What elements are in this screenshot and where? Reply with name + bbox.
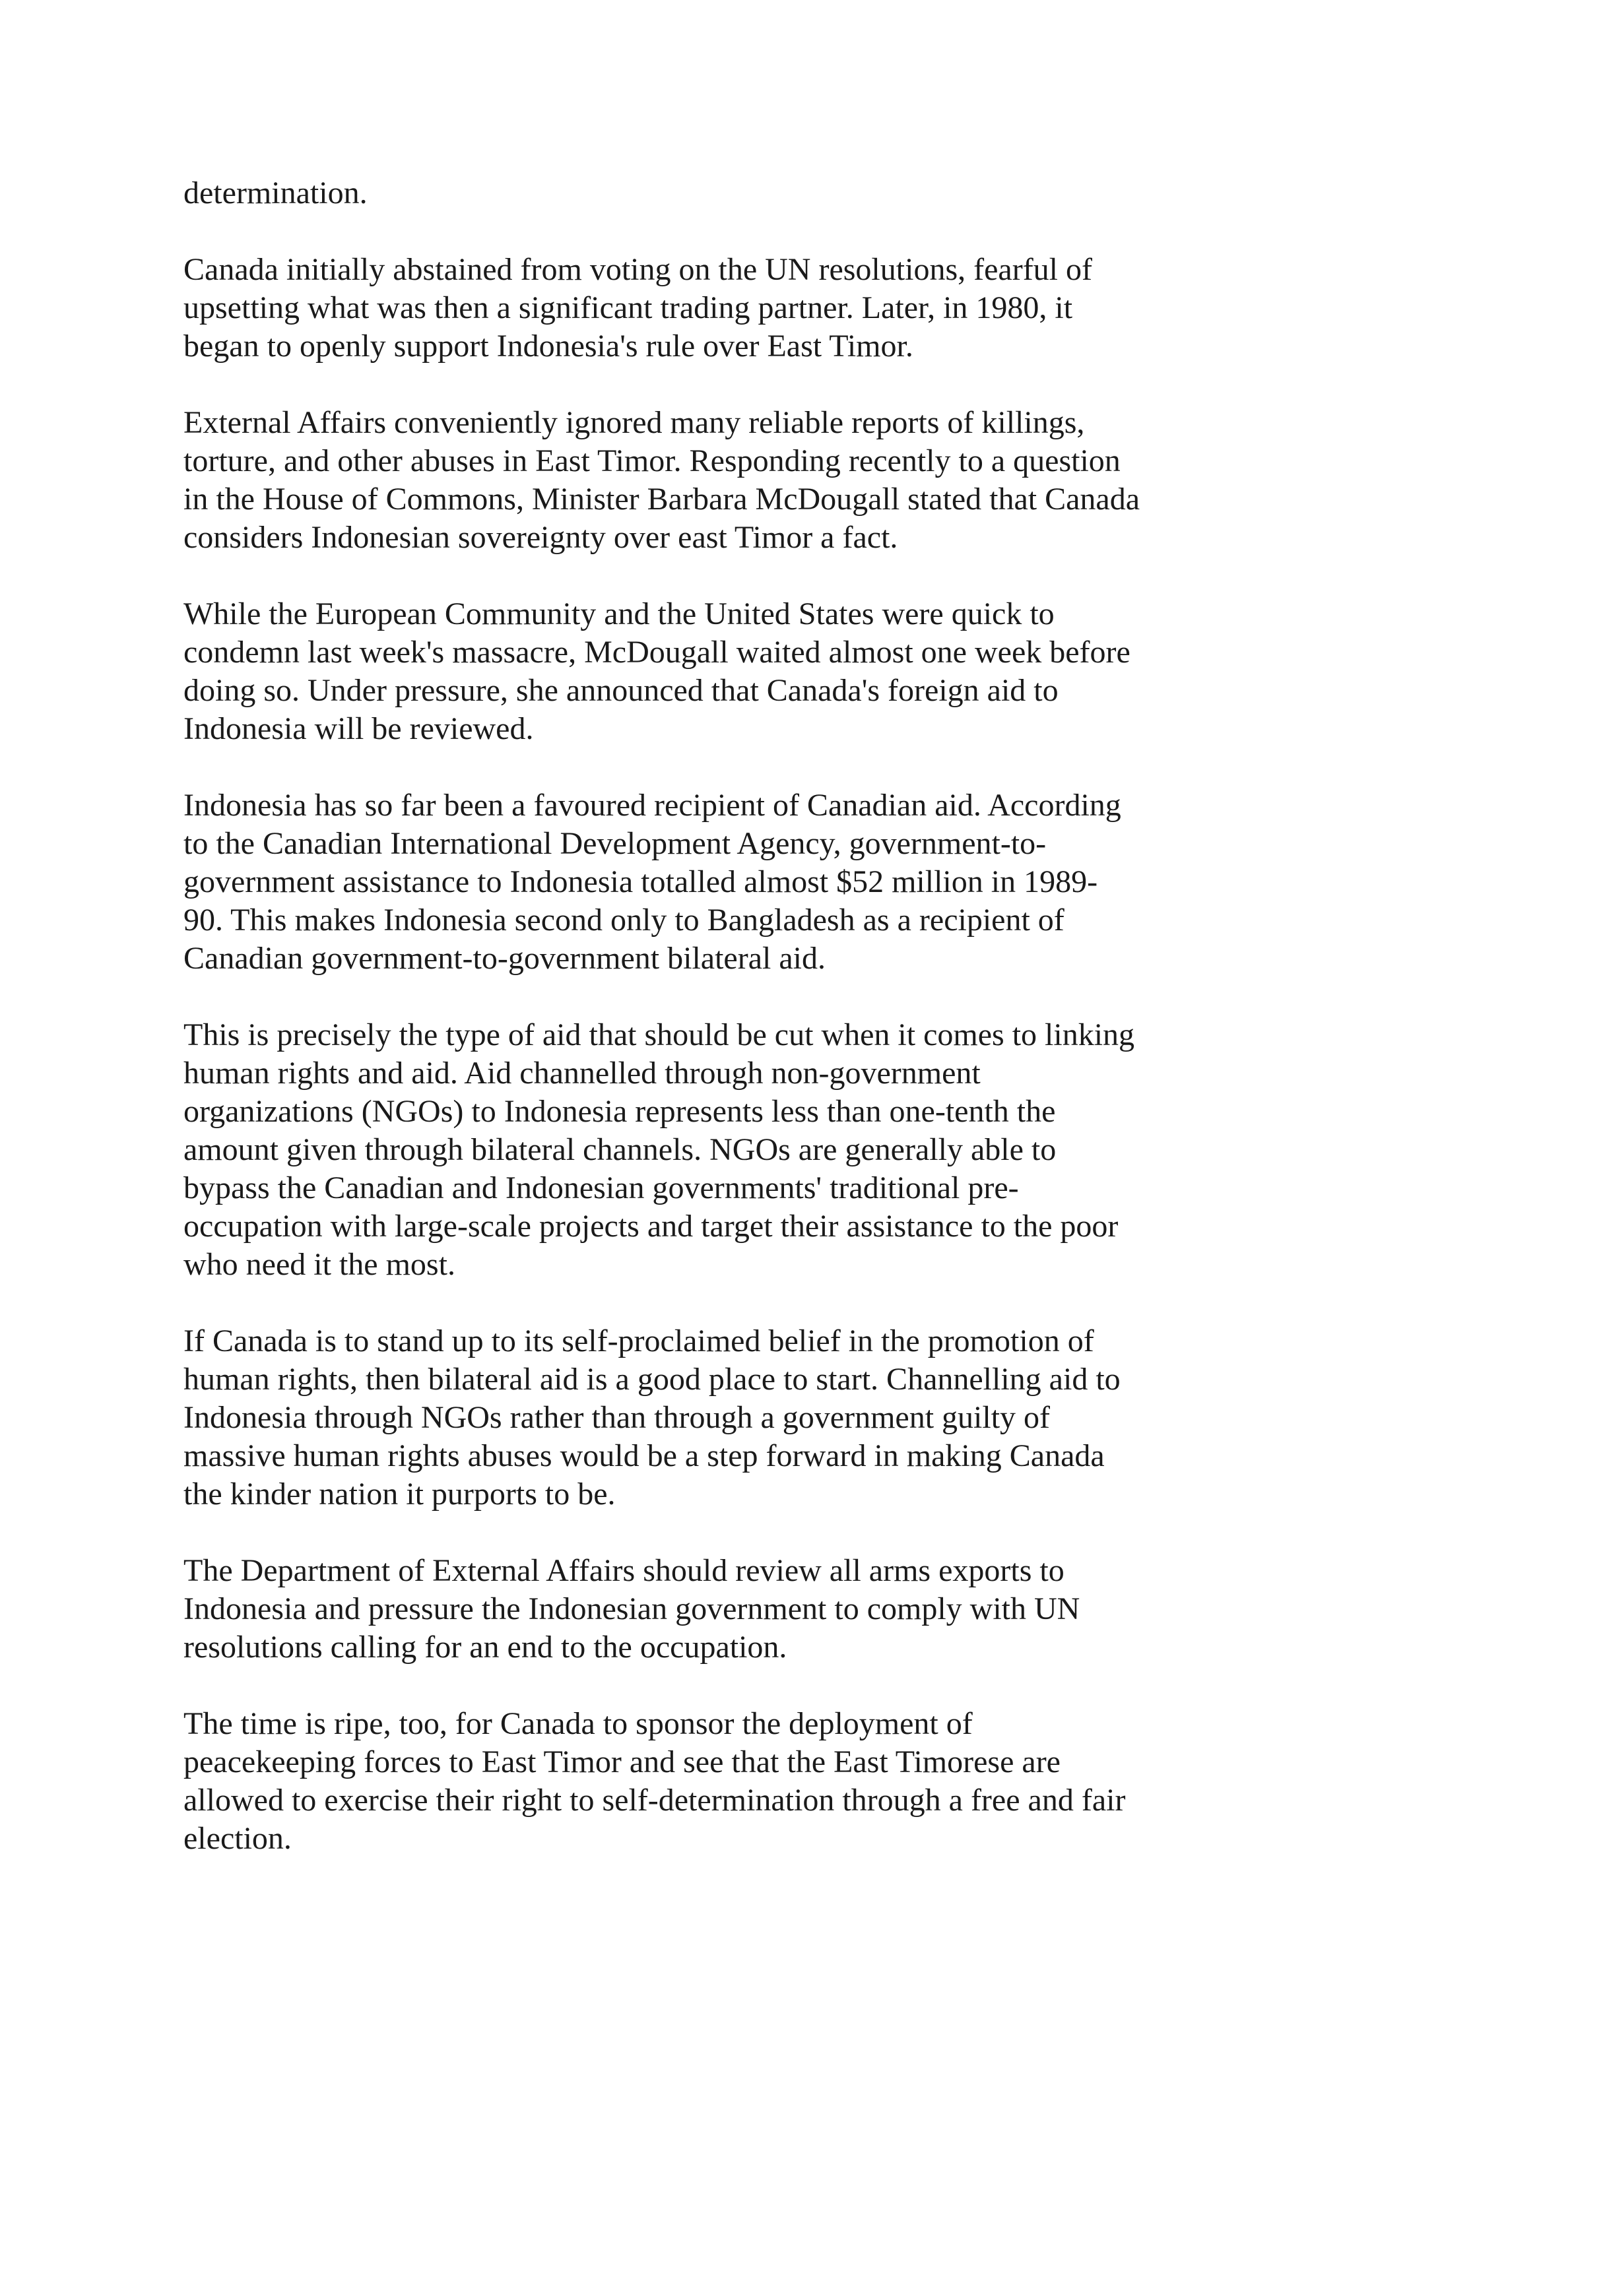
text-line: torture, and other abuses in East Timor. Responding recently to a question	[183, 443, 1121, 478]
text-line: External Affairs conveniently ignored many reliable reports of killings,	[183, 405, 1085, 440]
text-line: The time is ripe, too, for Canada to sponsor the deployment of	[183, 1706, 973, 1741]
text-line: Indonesia and pressure the Indonesian government to comply with UN	[183, 1591, 1080, 1626]
text-line: considers Indonesian sovereignty over east Timor a fact.	[183, 520, 898, 555]
paragraph-1	[183, 174, 1239, 212]
text-line: 90. This makes Indonesia second only to Bangladesh as a recipient of	[183, 903, 1065, 938]
paragraph-8	[183, 1552, 1239, 1667]
text-line: Canadian government-to-government bilateral aid.	[183, 941, 826, 976]
text-line: government assistance to Indonesia totalled almost $52 million in 1989-	[183, 864, 1098, 899]
text-line: human rights and aid. Aid channelled through non-government	[183, 1056, 981, 1091]
text-line: Indonesia will be reviewed.	[183, 711, 534, 746]
text-line: who need it the most.	[183, 1247, 455, 1282]
text-line: election.	[183, 1821, 292, 1856]
text-line: While the European Community and the United States were quick to	[183, 596, 1055, 631]
text-line: determination.	[183, 175, 368, 210]
paragraph-6	[183, 1016, 1239, 1284]
text-line: in the House of Commons, Minister Barbara McDougall stated that Canada	[183, 482, 1140, 517]
text-line: doing so. Under pressure, she announced that Canada's foreign aid to	[183, 673, 1059, 708]
text-line: amount given through bilateral channels. NGOs are generally able to	[183, 1132, 1057, 1167]
text-line: bypass the Canadian and Indonesian governments' traditional pre-	[183, 1170, 1019, 1205]
text-line: organizations (NGOs) to Indonesia represents less than one-tenth the	[183, 1094, 1056, 1129]
text-line: upsetting what was then a significant trading partner. Later, in 1980, it	[183, 290, 1073, 325]
text-line: allowed to exercise their right to self-determination through a free and fair	[183, 1783, 1126, 1818]
text-line: Canada initially abstained from voting on the UN resolutions, fearful of	[183, 252, 1092, 287]
paragraph-3	[183, 404, 1239, 557]
paragraph-9	[183, 1705, 1239, 1858]
text-line: The Department of External Affairs should review all arms exports to	[183, 1553, 1065, 1588]
text-line: Indonesia through NGOs rather than through a government guilty of	[183, 1400, 1051, 1435]
text-line: This is precisely the type of aid that should be cut when it comes to linking	[183, 1017, 1135, 1052]
paragraph-2	[183, 251, 1239, 366]
text-line: to the Canadian International Development Agency, government-to-	[183, 826, 1047, 861]
text-line: massive human rights abuses would be a step forward in making Canada	[183, 1438, 1105, 1473]
paragraph-7	[183, 1322, 1239, 1514]
text-line: Indonesia has so far been a favoured recipient of Canadian aid. According	[183, 788, 1121, 823]
text-line: condemn last week's massacre, McDougall waited almost one week before	[183, 635, 1130, 670]
text-line: human rights, then bilateral aid is a good place to start. Channelling aid to	[183, 1362, 1121, 1397]
paragraph-5	[183, 786, 1239, 978]
paragraph-4	[183, 595, 1239, 748]
text-line: began to openly support Indonesia's rule over East Timor.	[183, 329, 913, 364]
text-line: If Canada is to stand up to its self-proclaimed belief in the promotion of	[183, 1323, 1094, 1358]
text-line: occupation with large-scale projects and target their assistance to the poor	[183, 1209, 1119, 1244]
text-line: resolutions calling for an end to the occupation.	[183, 1630, 787, 1665]
article-body	[183, 174, 1239, 1896]
text-line: peacekeeping forces to East Timor and see that the East Timorese are	[183, 1744, 1061, 1779]
text-line: the kinder nation it purports to be.	[183, 1477, 616, 1512]
